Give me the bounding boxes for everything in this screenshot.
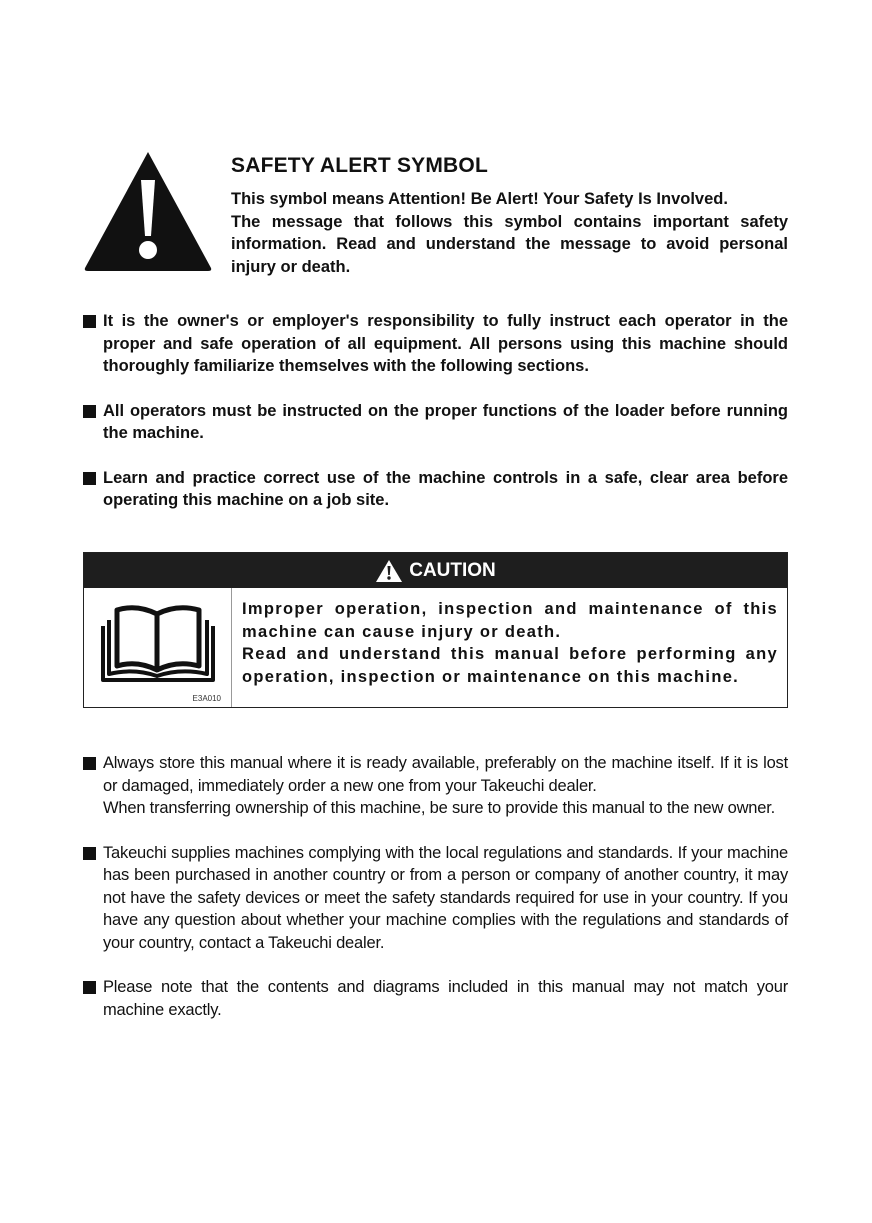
manual-notes-list	[83, 752, 788, 1021]
bullet-square-icon	[83, 472, 96, 485]
open-book-icon	[99, 596, 217, 688]
caution-message	[242, 598, 778, 688]
bullet-text: Takeuchi supplies machines complying with the local regulations and standards. If your machine has been purchased in another country or from a person or company of another country, it may not have the safety devices or meet the safety standards required for use in your country. If you have any question about whether your machine complies with the regulations and standards of your country, contact a Takeuchi dealer.	[103, 843, 788, 952]
caution-line1: Improper operation, inspection and maintenance of this machine can cause injury or death.	[242, 600, 778, 641]
bullet-text-continued: When transferring ownership of this machine, be sure to provide this manual to the new owner.	[103, 799, 776, 817]
safety-alert-title: SAFETY ALERT SYMBOL	[231, 154, 488, 177]
instruction-list	[83, 310, 788, 512]
warning-triangle-icon	[375, 559, 403, 583]
bullet-text: Always store this manual where it is ready available, preferably on the machine itself. If it is lost or damaged, immediately order a new one from your Takeuchi dealer.	[103, 754, 788, 795]
list-item	[83, 310, 788, 378]
list-item	[83, 467, 788, 512]
bullet-text: Please note that the contents and diagrams included in this manual may not match your machine exactly.	[103, 978, 788, 1019]
safety-alert-line1: This symbol means Attention! Be Alert! Your Safety Is Involved.	[231, 190, 728, 208]
warning-triangle-icon	[83, 150, 213, 274]
caution-header-label: CAUTION	[409, 559, 496, 581]
caution-code: E3A010	[192, 694, 221, 703]
caution-icon-cell	[84, 588, 232, 707]
list-item	[83, 842, 788, 955]
list-item	[83, 976, 788, 1021]
bullet-square-icon	[83, 981, 96, 994]
safety-alert-section	[83, 150, 788, 280]
caution-header	[84, 553, 787, 588]
caution-box	[83, 552, 788, 708]
safety-alert-line2: The message that follows this symbol contains important safety information. Read and understand the message to avoid personal injury or death.	[231, 212, 788, 276]
bullet-square-icon	[83, 315, 96, 328]
safety-alert-text	[231, 150, 788, 278]
bullet-text: It is the owner's or employer's responsibility to fully instruct each operator in the proper and safe operation of all equipment. All persons using this machine should thoroughly familiarize themselves with the following sections.	[103, 312, 788, 375]
caution-content	[84, 588, 787, 707]
bullet-square-icon	[83, 757, 96, 770]
caution-line2: Read and understand this manual before performing any operation, inspection or maintenance on this machine.	[242, 645, 778, 686]
list-item	[83, 752, 788, 820]
bullet-square-icon	[83, 847, 96, 860]
bullet-square-icon	[83, 405, 96, 418]
list-item	[83, 400, 788, 445]
bullet-text: Learn and practice correct use of the machine controls in a safe, clear area before operating this machine on a job site.	[103, 468, 788, 509]
safety-alert-body	[231, 188, 788, 278]
bullet-text: All operators must be instructed on the proper functions of the loader before running the machine.	[103, 401, 788, 442]
